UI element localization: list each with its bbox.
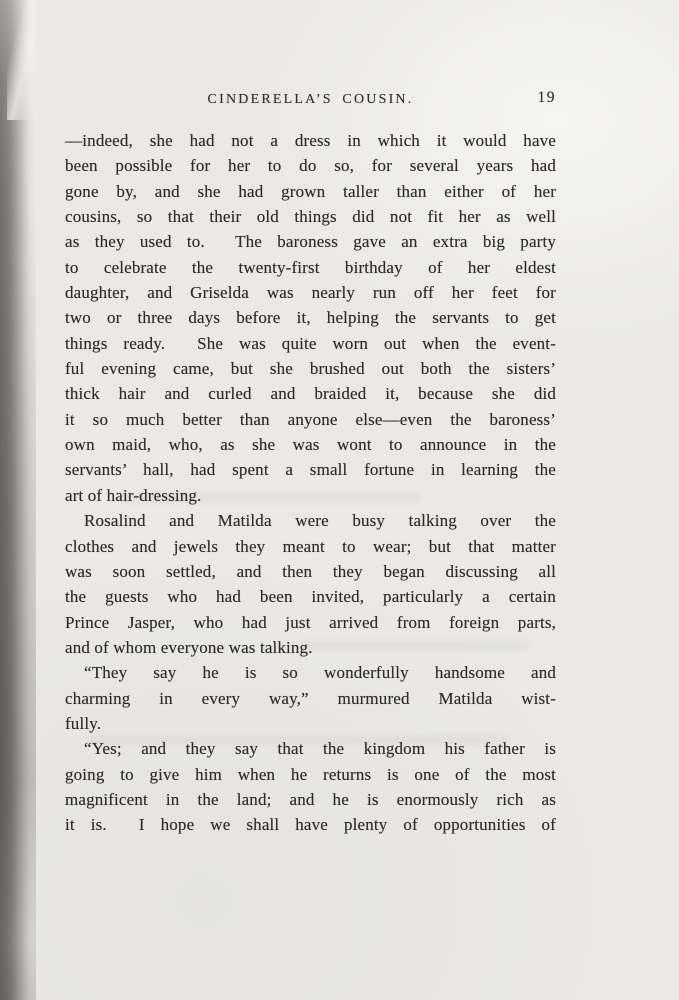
text-line: cousins, so that their old things did not fit her as well [65, 207, 556, 227]
text-line: clothes and jewels they meant to wear; but that matter [65, 536, 556, 556]
running-title: CINDERELLA’S COUSIN. [207, 92, 414, 107]
page-header [65, 90, 556, 108]
text-line: daughter, and Griselda was nearly run off her feet for [65, 283, 556, 303]
text-line: as they used to. The baroness gave an extra big party [65, 232, 556, 252]
text-line: the guests who had been invited, particularly a certain [65, 587, 556, 607]
text-line: fully. [65, 713, 102, 733]
text-line: servants’ hall, had spent a small fortune in learning the [65, 460, 556, 480]
text-line: charming in every way,” murmured Matilda wist- [65, 688, 556, 708]
book-binding-shadow [0, 0, 36, 1000]
text-line: ful evening came, but she brushed out both the sisters’ [65, 359, 556, 379]
text-line: was soon settled, and then they began discussing all [65, 561, 556, 581]
text-line: thick hair and curled and braided it, because she did [65, 384, 556, 404]
paragraph [65, 736, 556, 837]
text-line: been possible for her to do so, for several years had [65, 156, 556, 176]
text-line: going to give him when he returns is one of the most [65, 764, 556, 784]
text-line: ––indeed, she had not a dress in which it would have [65, 131, 556, 150]
page-number: 19 [537, 89, 556, 106]
text-line: art of hair-dressing. [65, 485, 202, 505]
text-line: magnificent in the land; and he is enormously rich as [65, 789, 556, 809]
text-line: it is. I hope we shall have plenty of opportunities of [65, 815, 556, 835]
text-line: it so much better than anyone else—even the baroness’ [65, 409, 556, 429]
text-line: to celebrate the twenty-first birthday of her eldest [65, 257, 556, 277]
paragraph [65, 508, 556, 660]
text-line: Prince Jasper, who had just arrived from foreign parts, [65, 612, 556, 632]
text-line: own maid, who, as she was wont to announce in the [65, 435, 556, 455]
page-body-text [65, 128, 556, 838]
paragraph [65, 660, 556, 736]
paragraph [65, 128, 556, 508]
text-line: “They say he is so wonderfully handsome and [84, 663, 556, 683]
text-line: Rosalind and Matilda were busy talking over the [84, 511, 556, 531]
text-line: gone by, and she had grown taller than either of her [65, 181, 556, 201]
text-line: things ready. She was quite worn out when the event- [65, 333, 556, 353]
text-line: “Yes; and they say that the kingdom his father is [84, 739, 556, 759]
text-line: two or three days before it, helping the servants to get [65, 308, 556, 328]
text-line: and of whom everyone was talking. [65, 637, 313, 657]
